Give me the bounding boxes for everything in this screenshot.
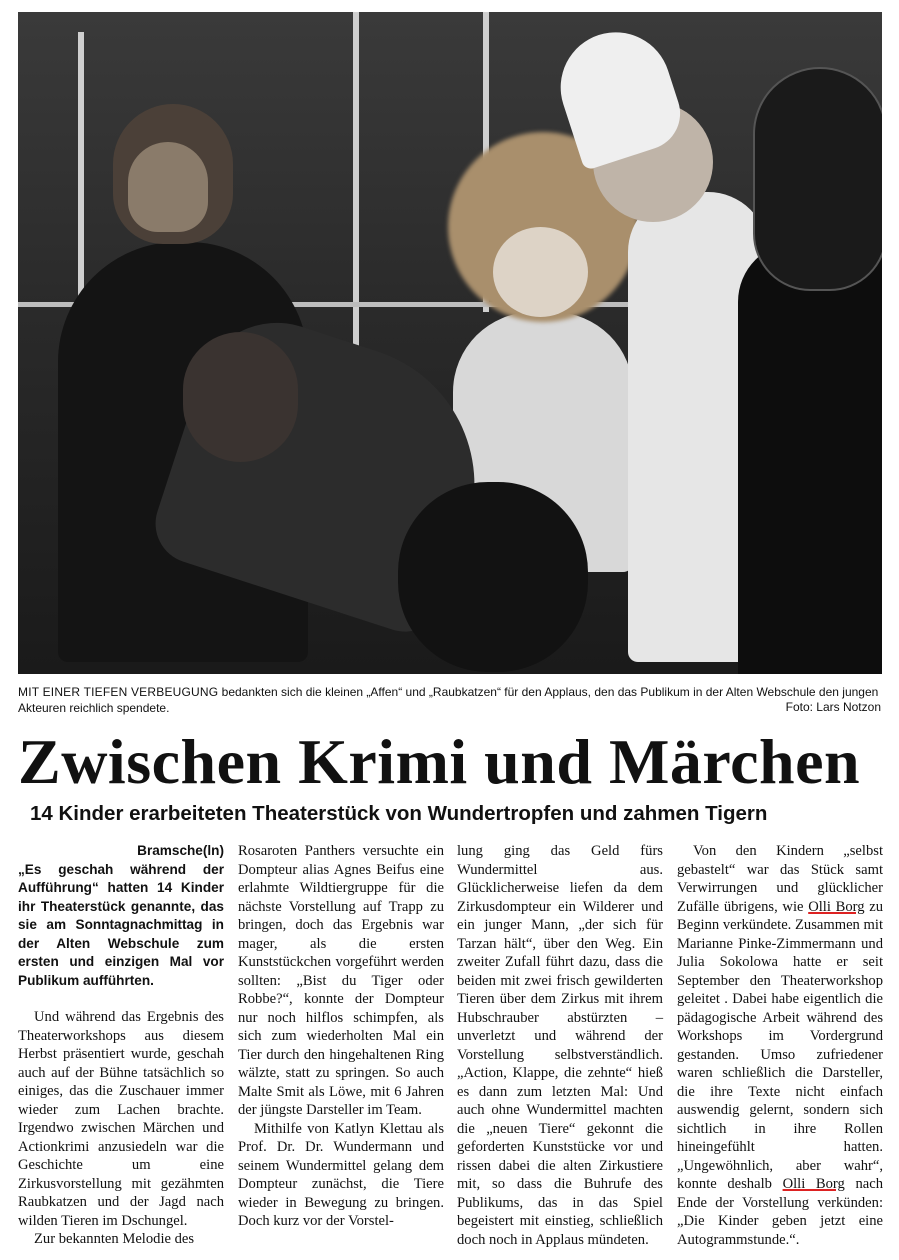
article-column-4 — [677, 842, 883, 1249]
child-figure — [738, 242, 882, 674]
article-column-1 — [18, 842, 224, 1249]
article-column-2 — [238, 842, 444, 1231]
body-paragraph: Und während das Ergebnis des Theaterworkshops aus diesem Herbst präsentiert wurde, geschah auch auf der Bühne tatsächlich so einiges, das die Zuschauer immer wieder zum Lachen brachte. Irgendwo zwischen Märchen und Actionkrimi anzusiedeln war die Geschichte um eine Zirkusvorstellung mit gezähmten Raubkatzen und der Jagd nach wilden Tieren im Dschungel. — [18, 1009, 224, 1229]
lion-mask — [128, 142, 208, 232]
article-photo — [18, 12, 882, 674]
photo-credit: Foto: Lars Notzon — [785, 700, 881, 714]
child-figure-bowing — [398, 482, 588, 672]
body-paragraph: lung ging das Geld fürs Wundermittel aus. Glücklicherweise liefen da dem Zirkusdompteur ein Wilderer und ein junger Mann, „der sich für Tarzan hält“, über den Weg. Ein zweiter Zufall führt dazu, dass die beiden mit zwei frisch gewilderten Tieren über dem Zirkus mit ihrem Hubschrauber abstürzten – unverletzt und während der Vorstellung selbstverständlich. „Action, Klappe, die zehnte“ hieß es dann zum letzten Mal: Und auch ohne Wundermittel machten die „neuen Tiere“ gekonnt die geforderten Kunststücke vor und rissen dabei die alten Zirkustiere mit, so dass die Buhrufe des Publikums, das in das Spiel begeistert mit einstieg, schließlich doch noch in Applaus mündeten. — [457, 843, 663, 1248]
body-text: nach Ende der Vorstellung verkünden: „Die Kinder geben jetzt eine Autogrammstunde.“. — [677, 1176, 884, 1248]
cat-mask — [753, 67, 882, 291]
headline: Zwischen Krimi und Märchen — [18, 726, 861, 797]
photo-caption — [18, 684, 882, 716]
article-column-3 — [457, 842, 663, 1249]
caption-lead: MIT EINER TIEFEN VERBEUGUNG — [18, 685, 219, 699]
caption-text: bedankten sich die kleinen „Affen“ und „Raubkatzen“ für den Applaus, den das Publikum in der Alten Webschule den jungen Akteuren reichlich spendete. — [18, 685, 879, 715]
body-text: zu Beginn verkündete. Zusammen mit Marianne Pinke-Zimmermann und Julia Sokolowa hatte er seit September den Theaterworkshop geleitet . Dabei habe eigentlich die pädagogische Arbeit während des Workshops im Vordergrund gestanden. Umso zufriedener waren schließlich die Darsteller, die ihre Texte nicht einfach auswendig gelernt, sondern sich sichtlich in ihre Rollen hineingefühlt hatten. „Ungewöhnlich, aber wahr“, konnte deshalb — [677, 898, 883, 1192]
child-face — [493, 227, 588, 317]
body-paragraph: Zur bekannten Melodie des — [34, 1231, 195, 1247]
article-lead — [18, 842, 224, 990]
body-paragraph: Mithilfe von Katlyn Klettau als Prof. Dr. Dr. Wundermann und seinem Wundermittel gelang dem Dompteur zunächst, die Tiere wieder in Bewegung zu bringen. Doch kurz vor der Vorstel- — [238, 1120, 444, 1229]
body-paragraph — [677, 842, 883, 1249]
person-name: Olli Borg — [808, 898, 865, 915]
dateline: Bramsche(ln) — [137, 843, 224, 858]
subheadline: 14 Kinder erarbeiteten Theaterstück von Wundertropfen und zahmen Tigern — [30, 802, 768, 825]
child-head — [183, 332, 298, 462]
body-text: Von den Kindern „selbst gebastelt“ war das Stück samt Verwirrungen und glücklicher Zufälle übrigens, wie — [677, 843, 883, 915]
lead-text: „Es geschah während der Aufführung“ hatten 14 Kinder ihr Theaterstück genannte, das sie am Sonntagnachmittag in der Alten Webschule zum ersten und einzigen Mal vor Publikum aufführten. — [18, 861, 224, 988]
body-paragraph: Rosaroten Panthers versuchte ein Dompteur alias Agnes Beifus eine erlahmte Wildtiergruppe für die nächste Vorstellung auf Trapp zu bringen, doch das Ergebnis war mager, als die ersten Kunststückchen vorgeführt werden sollten: „Bist du Tiger oder Robbe?“, konnte der Dompteur nur noch hilflos schimpfen, als sich zum wiederholten Mal ein Tier durch den hingehaltenen Ring wälzte, statt zu springen. So auch Malte Smit als Löwe, mit 6 Jahren der jüngste Darsteller im Team. — [238, 843, 444, 1118]
person-name: Olli Borg — [782, 1176, 845, 1192]
